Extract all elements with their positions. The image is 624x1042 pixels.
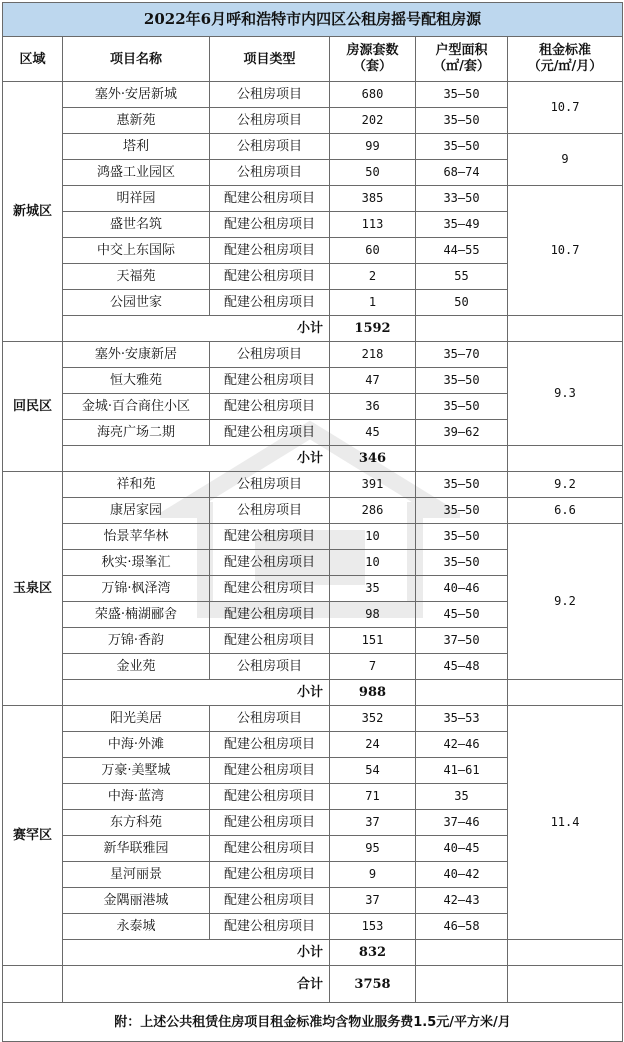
project-name: 公园世家 [63, 290, 210, 316]
footnote-row [3, 1003, 623, 1042]
subtotal-row [3, 680, 623, 706]
project-type: 公租房项目 [210, 134, 330, 160]
project-type: 公租房项目 [210, 498, 330, 524]
project-type: 配建公租房项目 [210, 264, 330, 290]
unit-count: 202 [330, 108, 416, 134]
unit-count: 218 [330, 342, 416, 368]
unit-area: 35 [416, 784, 508, 810]
unit-area: 35—50 [416, 368, 508, 394]
unit-count: 391 [330, 472, 416, 498]
project-type: 配建公租房项目 [210, 368, 330, 394]
project-name: 塞外·安居新城 [63, 82, 210, 108]
total-empty-area [416, 966, 508, 1003]
header-rent-line2: （元/㎡/月） [527, 59, 603, 74]
project-name: 秋实·璟峯汇 [63, 550, 210, 576]
subtotal-value: 346 [330, 446, 416, 472]
unit-area: 35—50 [416, 108, 508, 134]
district-name: 玉泉区 [3, 472, 63, 706]
unit-count: 47 [330, 368, 416, 394]
subtotal-empty-rent [508, 680, 623, 706]
project-name: 怡景苹华林 [63, 524, 210, 550]
table-row [3, 134, 623, 160]
unit-area: 35—50 [416, 394, 508, 420]
unit-area: 68—74 [416, 160, 508, 186]
project-name: 荣盛·楠湖郦舍 [63, 602, 210, 628]
header-area-line2: （㎡/套） [433, 59, 490, 74]
project-name: 鸿盛工业园区 [63, 160, 210, 186]
project-type: 配建公租房项目 [210, 290, 330, 316]
project-name: 康居家园 [63, 498, 210, 524]
table-row [3, 342, 623, 368]
unit-area: 40—42 [416, 862, 508, 888]
header-rent-line1: 租金标准 [539, 43, 592, 58]
project-type: 公租房项目 [210, 342, 330, 368]
unit-count: 35 [330, 576, 416, 602]
total-empty-rent [508, 966, 623, 1003]
unit-area: 35—50 [416, 82, 508, 108]
project-type: 配建公租房项目 [210, 212, 330, 238]
table-title: 2022年6月呼和浩特市内四区公租房摇号配租房源 [3, 3, 623, 37]
subtotal-value: 1592 [330, 316, 416, 342]
rent-standard: 10.7 [508, 82, 623, 134]
subtotal-row [3, 316, 623, 342]
rent-standard: 11.4 [508, 706, 623, 940]
table-row [3, 706, 623, 732]
unit-count: 7 [330, 654, 416, 680]
unit-count: 99 [330, 134, 416, 160]
project-type: 公租房项目 [210, 706, 330, 732]
unit-area: 35—50 [416, 498, 508, 524]
unit-count: 153 [330, 914, 416, 940]
unit-count: 50 [330, 160, 416, 186]
subtotal-empty-rent [508, 316, 623, 342]
housing-table [2, 2, 623, 1042]
unit-area: 41—61 [416, 758, 508, 784]
unit-area: 35—49 [416, 212, 508, 238]
subtotal-label: 小计 [63, 680, 330, 706]
project-type: 配建公租房项目 [210, 758, 330, 784]
project-name: 塔利 [63, 134, 210, 160]
project-type: 配建公租房项目 [210, 524, 330, 550]
project-name: 惠新苑 [63, 108, 210, 134]
project-type: 配建公租房项目 [210, 420, 330, 446]
unit-count: 36 [330, 394, 416, 420]
subtotal-row [3, 446, 623, 472]
unit-area: 37—50 [416, 628, 508, 654]
table-row [3, 186, 623, 212]
project-type: 配建公租房项目 [210, 576, 330, 602]
unit-area: 37—46 [416, 810, 508, 836]
header-units [330, 37, 416, 82]
project-name: 万豪·美墅城 [63, 758, 210, 784]
district-name: 赛罕区 [3, 706, 63, 966]
unit-area: 46—58 [416, 914, 508, 940]
unit-count: 95 [330, 836, 416, 862]
unit-count: 385 [330, 186, 416, 212]
subtotal-row [3, 940, 623, 966]
project-name: 阳光美居 [63, 706, 210, 732]
subtotal-label: 小计 [63, 940, 330, 966]
unit-count: 113 [330, 212, 416, 238]
subtotal-label: 小计 [63, 316, 330, 342]
project-name: 塞外·安康新居 [63, 342, 210, 368]
project-name: 永泰城 [63, 914, 210, 940]
project-name: 金城·百合商住小区 [63, 394, 210, 420]
project-type: 配建公租房项目 [210, 732, 330, 758]
unit-count: 10 [330, 524, 416, 550]
project-name: 万锦·香韵 [63, 628, 210, 654]
header-area-line1: 户型面积 [435, 43, 488, 58]
district-name: 回民区 [3, 342, 63, 472]
project-name: 天福苑 [63, 264, 210, 290]
rent-standard: 10.7 [508, 186, 623, 316]
unit-area: 55 [416, 264, 508, 290]
project-name: 祥和苑 [63, 472, 210, 498]
project-name: 恒大雅苑 [63, 368, 210, 394]
project-name: 星河丽景 [63, 862, 210, 888]
project-name: 金隅丽港城 [63, 888, 210, 914]
header-rent [508, 37, 623, 82]
unit-area: 40—45 [416, 836, 508, 862]
unit-area: 35—50 [416, 134, 508, 160]
table-row [3, 472, 623, 498]
project-name: 盛世名筑 [63, 212, 210, 238]
unit-area: 35—53 [416, 706, 508, 732]
total-label: 合计 [63, 966, 330, 1003]
subtotal-empty-rent [508, 446, 623, 472]
subtotal-empty-area [416, 680, 508, 706]
project-type: 配建公租房项目 [210, 784, 330, 810]
rent-standard: 6.6 [508, 498, 623, 524]
unit-count: 37 [330, 810, 416, 836]
unit-count: 2 [330, 264, 416, 290]
subtotal-empty-area [416, 316, 508, 342]
project-name: 东方科苑 [63, 810, 210, 836]
subtotal-empty-rent [508, 940, 623, 966]
rent-standard: 9.3 [508, 342, 623, 446]
unit-area: 44—55 [416, 238, 508, 264]
project-type: 配建公租房项目 [210, 602, 330, 628]
project-type: 配建公租房项目 [210, 394, 330, 420]
subtotal-label: 小计 [63, 446, 330, 472]
unit-area: 35—70 [416, 342, 508, 368]
district-name: 新城区 [3, 82, 63, 342]
unit-area: 42—46 [416, 732, 508, 758]
project-type: 配建公租房项目 [210, 238, 330, 264]
unit-area: 45—48 [416, 654, 508, 680]
header-district: 区域 [3, 37, 63, 82]
header-area [416, 37, 508, 82]
unit-count: 1 [330, 290, 416, 316]
project-name: 海亮广场二期 [63, 420, 210, 446]
subtotal-value: 988 [330, 680, 416, 706]
project-type: 配建公租房项目 [210, 810, 330, 836]
unit-count: 71 [330, 784, 416, 810]
project-type: 公租房项目 [210, 160, 330, 186]
project-type: 公租房项目 [210, 654, 330, 680]
unit-count: 37 [330, 888, 416, 914]
unit-count: 98 [330, 602, 416, 628]
unit-count: 9 [330, 862, 416, 888]
unit-count: 151 [330, 628, 416, 654]
unit-area: 35—50 [416, 524, 508, 550]
project-name: 明祥园 [63, 186, 210, 212]
project-type: 配建公租房项目 [210, 836, 330, 862]
project-name: 金业苑 [63, 654, 210, 680]
unit-area: 35—50 [416, 472, 508, 498]
unit-count: 54 [330, 758, 416, 784]
project-name: 万锦·枫泽湾 [63, 576, 210, 602]
unit-count: 45 [330, 420, 416, 446]
unit-area: 33—50 [416, 186, 508, 212]
project-name: 中海·蓝湾 [63, 784, 210, 810]
subtotal-value: 832 [330, 940, 416, 966]
header-type: 项目类型 [210, 37, 330, 82]
unit-count: 352 [330, 706, 416, 732]
rent-standard: 9.2 [508, 472, 623, 498]
subtotal-empty-area [416, 446, 508, 472]
total-empty-district [3, 966, 63, 1003]
header-units-line2: （套） [352, 59, 392, 74]
project-type: 配建公租房项目 [210, 862, 330, 888]
table-row [3, 82, 623, 108]
footnote: 附：上述公共租赁住房项目租金标准均含物业服务费1.5元/平方米/月 [3, 1003, 623, 1042]
rent-standard: 9.2 [508, 524, 623, 680]
project-name: 中交上东国际 [63, 238, 210, 264]
unit-count: 24 [330, 732, 416, 758]
unit-count: 10 [330, 550, 416, 576]
project-type: 公租房项目 [210, 472, 330, 498]
header-project: 项目名称 [63, 37, 210, 82]
unit-area: 35—50 [416, 550, 508, 576]
project-type: 配建公租房项目 [210, 186, 330, 212]
project-name: 新华联雅园 [63, 836, 210, 862]
project-type: 配建公租房项目 [210, 628, 330, 654]
unit-area: 42—43 [416, 888, 508, 914]
project-type: 配建公租房项目 [210, 914, 330, 940]
total-row [3, 966, 623, 1003]
total-value: 3758 [330, 966, 416, 1003]
unit-area: 50 [416, 290, 508, 316]
unit-count: 680 [330, 82, 416, 108]
unit-count: 286 [330, 498, 416, 524]
project-type: 公租房项目 [210, 108, 330, 134]
project-type: 公租房项目 [210, 82, 330, 108]
project-name: 中海·外滩 [63, 732, 210, 758]
header-units-line1: 房源套数 [346, 43, 399, 58]
table-row [3, 524, 623, 550]
rent-standard: 9 [508, 134, 623, 186]
unit-area: 40—46 [416, 576, 508, 602]
project-type: 配建公租房项目 [210, 550, 330, 576]
unit-area: 39—62 [416, 420, 508, 446]
unit-area: 45—50 [416, 602, 508, 628]
subtotal-empty-area [416, 940, 508, 966]
project-type: 配建公租房项目 [210, 888, 330, 914]
unit-count: 60 [330, 238, 416, 264]
table-row [3, 498, 623, 524]
